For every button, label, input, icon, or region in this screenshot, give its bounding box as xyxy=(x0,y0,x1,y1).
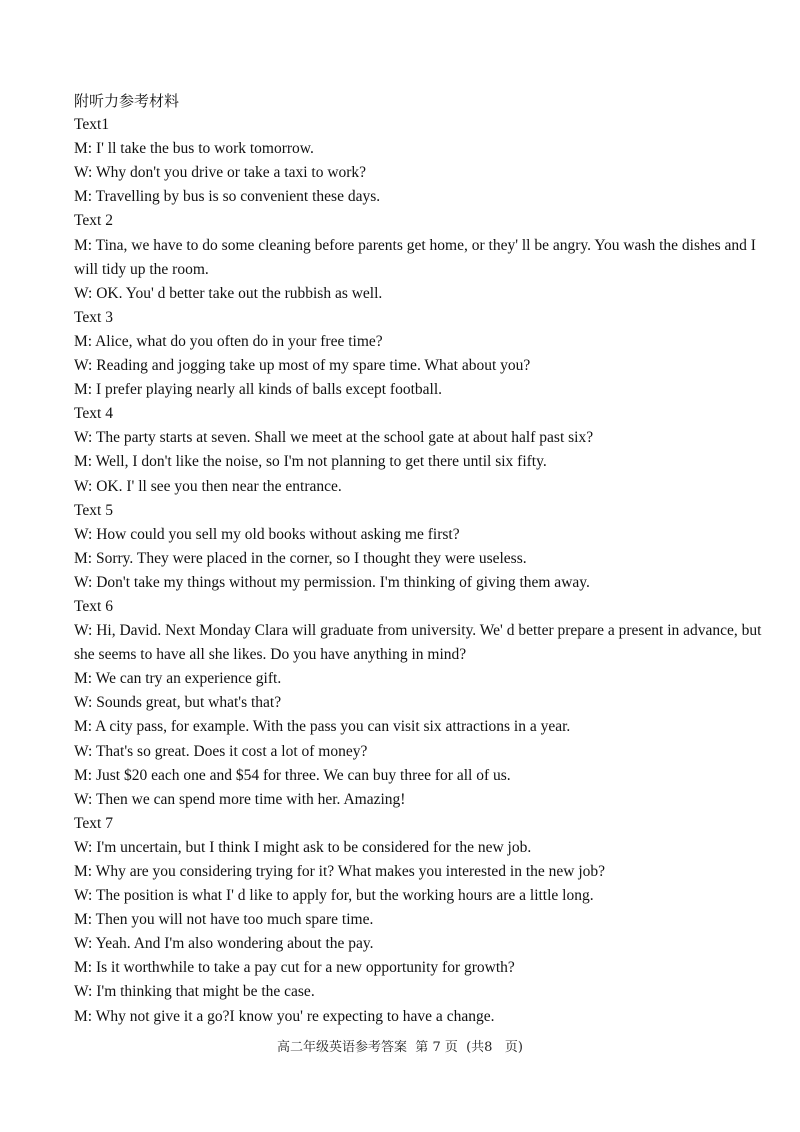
transcript-line: W: I'm thinking that might be the case. xyxy=(74,983,315,1001)
transcript-line: W: OK. You' d better take out the rubbish as well. xyxy=(74,284,383,302)
transcript-line: W: Yeah. And I'm also wondering about the pay. xyxy=(74,935,374,953)
transcript-line: M: I' ll take the bus to work tomorrow. xyxy=(74,140,314,158)
transcript-line: Text 6 xyxy=(74,597,113,615)
transcript-line: M: Just $20 each one and $54 for three. We can buy three for all of us. xyxy=(74,766,511,784)
transcript-line: W: The party starts at seven. Shall we meet at the school gate at about half past six? xyxy=(74,429,594,447)
transcript-line: W: How could you sell my old books without asking me first? xyxy=(74,525,460,543)
transcript-line: Text 7 xyxy=(74,814,113,832)
transcript-line: M: Is it worthwhile to take a pay cut for a new opportunity for growth? xyxy=(74,959,515,977)
transcript-line: Text 3 xyxy=(74,308,113,326)
transcript-line: W: Don't take my things without my permission. I'm thinking of giving them away. xyxy=(74,573,590,591)
transcript-line: M: We can try an experience gift. xyxy=(74,670,282,688)
page-footer: 高二年级英语参考答案 第 7 页 (共8 页) xyxy=(277,1040,523,1055)
transcript-line: M: A city pass, for example. With the pass you can visit six attractions in a year. xyxy=(74,718,571,736)
section-heading: 附听力参考材料 xyxy=(74,92,180,110)
transcript-line: M: Tina, we have to do some cleaning before parents get home, or they' ll be angry. You wash the dishes and I will tidy up the room. xyxy=(74,236,760,278)
transcript-line: W: Reading and jogging take up most of my spare time. What about you? xyxy=(74,357,531,375)
transcript-line: Text 2 xyxy=(74,212,113,230)
transcript-line: W: I'm uncertain, but I think I might ask to be considered for the new job. xyxy=(74,838,532,856)
transcript-line: W: Sounds great, but what's that? xyxy=(74,694,282,712)
transcript-line: Text 4 xyxy=(74,405,113,423)
transcript-line: W: The position is what I' d like to apply for, but the working hours are a little long. xyxy=(74,887,594,905)
transcript-line: M: Travelling by bus is so convenient these days. xyxy=(74,188,381,206)
listening-transcript xyxy=(74,89,764,1029)
transcript-line: W: OK. I' ll see you then near the entrance. xyxy=(74,477,342,495)
transcript-line: M: Why are you considering trying for it? What makes you interested in the new job? xyxy=(74,863,606,880)
transcript-line: M: Alice, what do you often do in your free time? xyxy=(74,332,383,350)
transcript-line: M: Sorry. They were placed in the corner, so I thought they were useless. xyxy=(74,549,527,567)
transcript-line: W: Hi, David. Next Monday Clara will graduate from university. We' d better prepare a present in advance, but she seems to have all she likes. Do you have anything in mind? xyxy=(74,622,766,664)
transcript-line: W: Then we can spend more time with her. Amazing! xyxy=(74,790,406,808)
transcript-line: Text 5 xyxy=(74,501,113,519)
transcript-line: M: I prefer playing nearly all kinds of balls except football. xyxy=(74,381,443,399)
transcript-line: M: Why not give it a go?I know you' re expecting to have a change. xyxy=(74,1007,495,1025)
transcript-line: M: Then you will not have too much spare time. xyxy=(74,911,374,929)
transcript-line: M: Well, I don't like the noise, so I'm not planning to get there until six fifty. xyxy=(74,453,547,471)
transcript-line: W: Why don't you drive or take a taxi to work? xyxy=(74,164,367,182)
transcript-line: W: That's so great. Does it cost a lot of money? xyxy=(74,742,368,760)
transcript-line: Text1 xyxy=(74,116,110,134)
